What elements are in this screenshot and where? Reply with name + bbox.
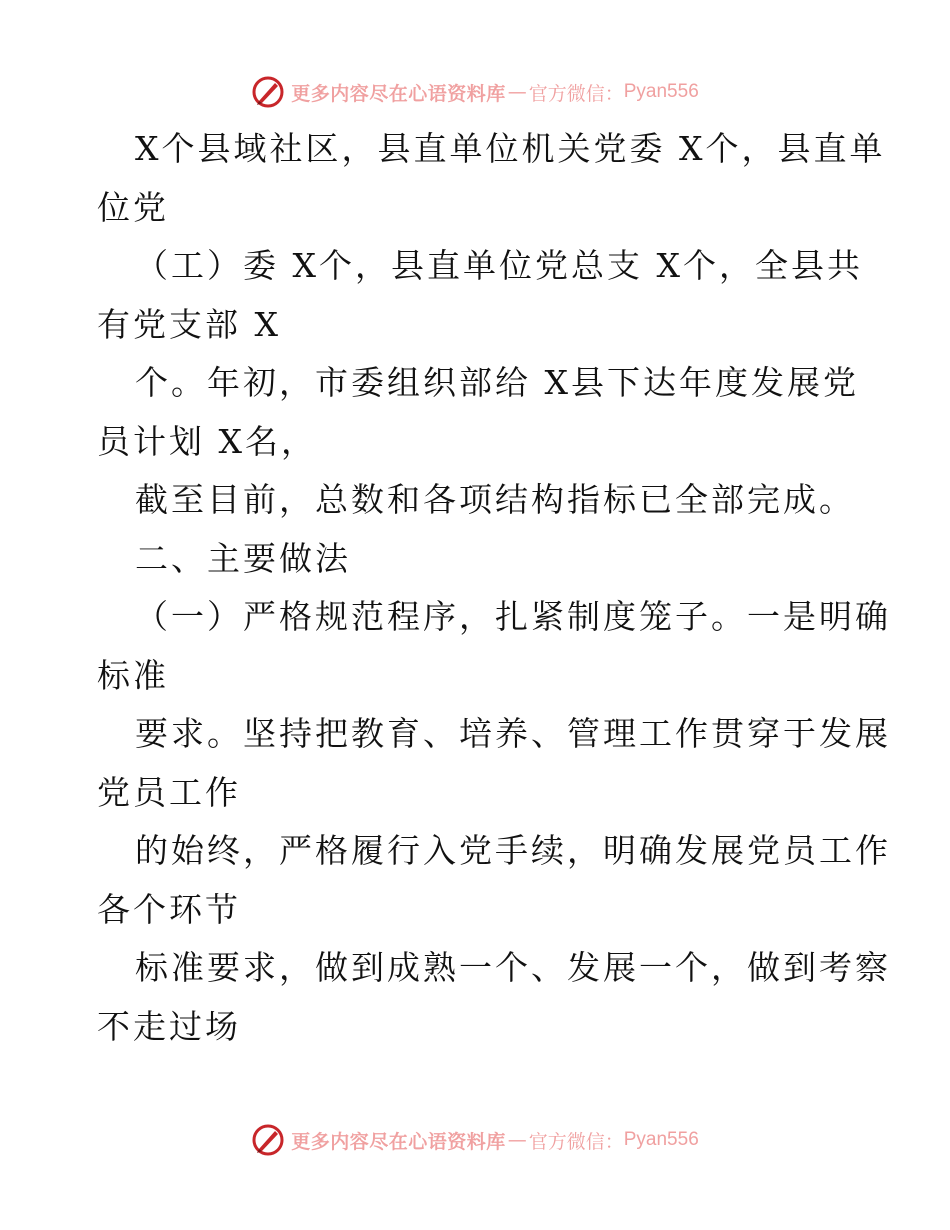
header-watermark [0,72,950,112]
watermark-dash: — [507,81,527,103]
text-line: 的始终，严格履行入党手续，明确发展党员工作 [135,831,891,870]
watermark-brand: 更多内容尽在心语资料库 [291,1130,506,1153]
text-line: 党员工作 [97,772,241,812]
watermark-dash: — [507,1129,527,1151]
quill-pen-logo-icon [251,75,285,109]
text-line: 有党支部 X [97,304,281,344]
section-heading: 二、主要做法 [135,538,351,578]
text-line: （工）委 X个，县直单位党总支 X个，全县共 [135,246,863,285]
text-line: 标准要求，做到成熟一个、发展一个，做到考察 [135,948,891,987]
watermark-id: Pyan556 [623,81,699,102]
document-body [97,120,891,1056]
watermark-brand: 更多内容尽在心语资料库 [291,82,506,105]
watermark-id: Pyan556 [623,1129,699,1150]
footer-watermark [0,1120,950,1160]
text-line: 员计划 X名， [97,421,317,461]
text-line: 不走过场 [97,1006,241,1046]
text-line: 各个环节 [97,889,241,929]
watermark-label: 官方微信： [528,1130,624,1153]
text-line: 截至目前，总数和各项结构指标已全部完成。 [135,480,855,519]
watermark-label: 官方微信： [528,82,624,105]
text-line: 位党 [97,187,169,227]
text-line: （一）严格规范程序，扎紧制度笼子。一是明确 [135,597,891,636]
quill-pen-logo-icon [251,1123,285,1157]
text-line: X个县域社区，县直单位机关党委 X个，县直单 [135,129,886,168]
text-line: 标准 [97,655,169,695]
text-line: 要求。坚持把教育、培养、管理工作贯穿于发展 [135,714,891,753]
text-line: 个。年初，市委组织部给 X县下达年度发展党 [135,363,859,402]
